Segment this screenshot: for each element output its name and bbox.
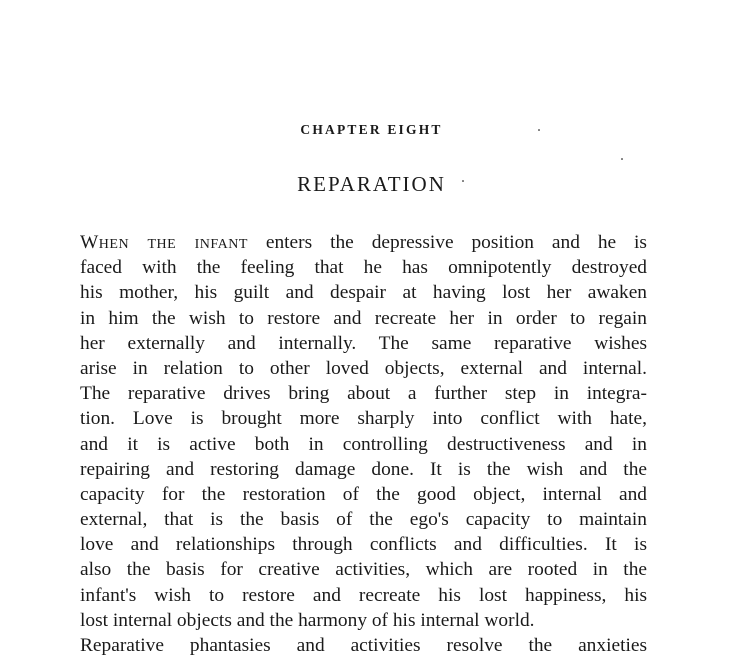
text-line: love and relationships through conflicts and difficulties. It is <box>80 534 647 556</box>
text-line: tion. Love is brought more sharply into conflict with hate, <box>80 408 647 430</box>
chapter-title: REPARATION <box>297 172 446 196</box>
lead-in: When the infant <box>80 232 248 253</box>
text-line: When the infant enters the depressive position and he is <box>80 232 647 253</box>
text-line: lost internal objects and the harmony of his internal world. <box>80 609 535 631</box>
text-line: infant's wish to restore and recreate his lost happiness, his <box>80 584 647 606</box>
text-line: repairing and restoring damage done. It is the wish and the <box>80 458 647 480</box>
cut-off-line: Reparative phantasies and activities resolve the anxieties <box>80 635 647 656</box>
text-line: also the basis for creative activities, which are rooted in the <box>80 559 647 581</box>
scan-speck <box>621 158 623 160</box>
text-line: capacity for the restoration of the good object, internal and <box>80 483 647 505</box>
text-line: her externally and internally. The same reparative wishes <box>80 332 647 354</box>
scan-speck <box>462 180 464 182</box>
text-line: and it is active both in controlling destructiveness and in <box>80 433 647 455</box>
text-line: arise in relation to other loved objects, external and internal. <box>80 357 647 379</box>
chapter-label: CHAPTER EIGHT <box>300 122 443 137</box>
scan-speck <box>538 129 540 131</box>
text-line: his mother, his guilt and despair at having lost her awaken <box>80 282 647 304</box>
text-line: in him the wish to restore and recreate her in order to regain <box>80 307 647 329</box>
body-paragraph <box>80 230 647 656</box>
text-line: external, that is the basis of the ego's capacity to maintain <box>80 509 647 531</box>
text-line: The reparative drives bring about a further step in integra- <box>80 383 647 405</box>
text-line: faced with the feeling that he has omnipotently destroyed <box>80 257 647 279</box>
